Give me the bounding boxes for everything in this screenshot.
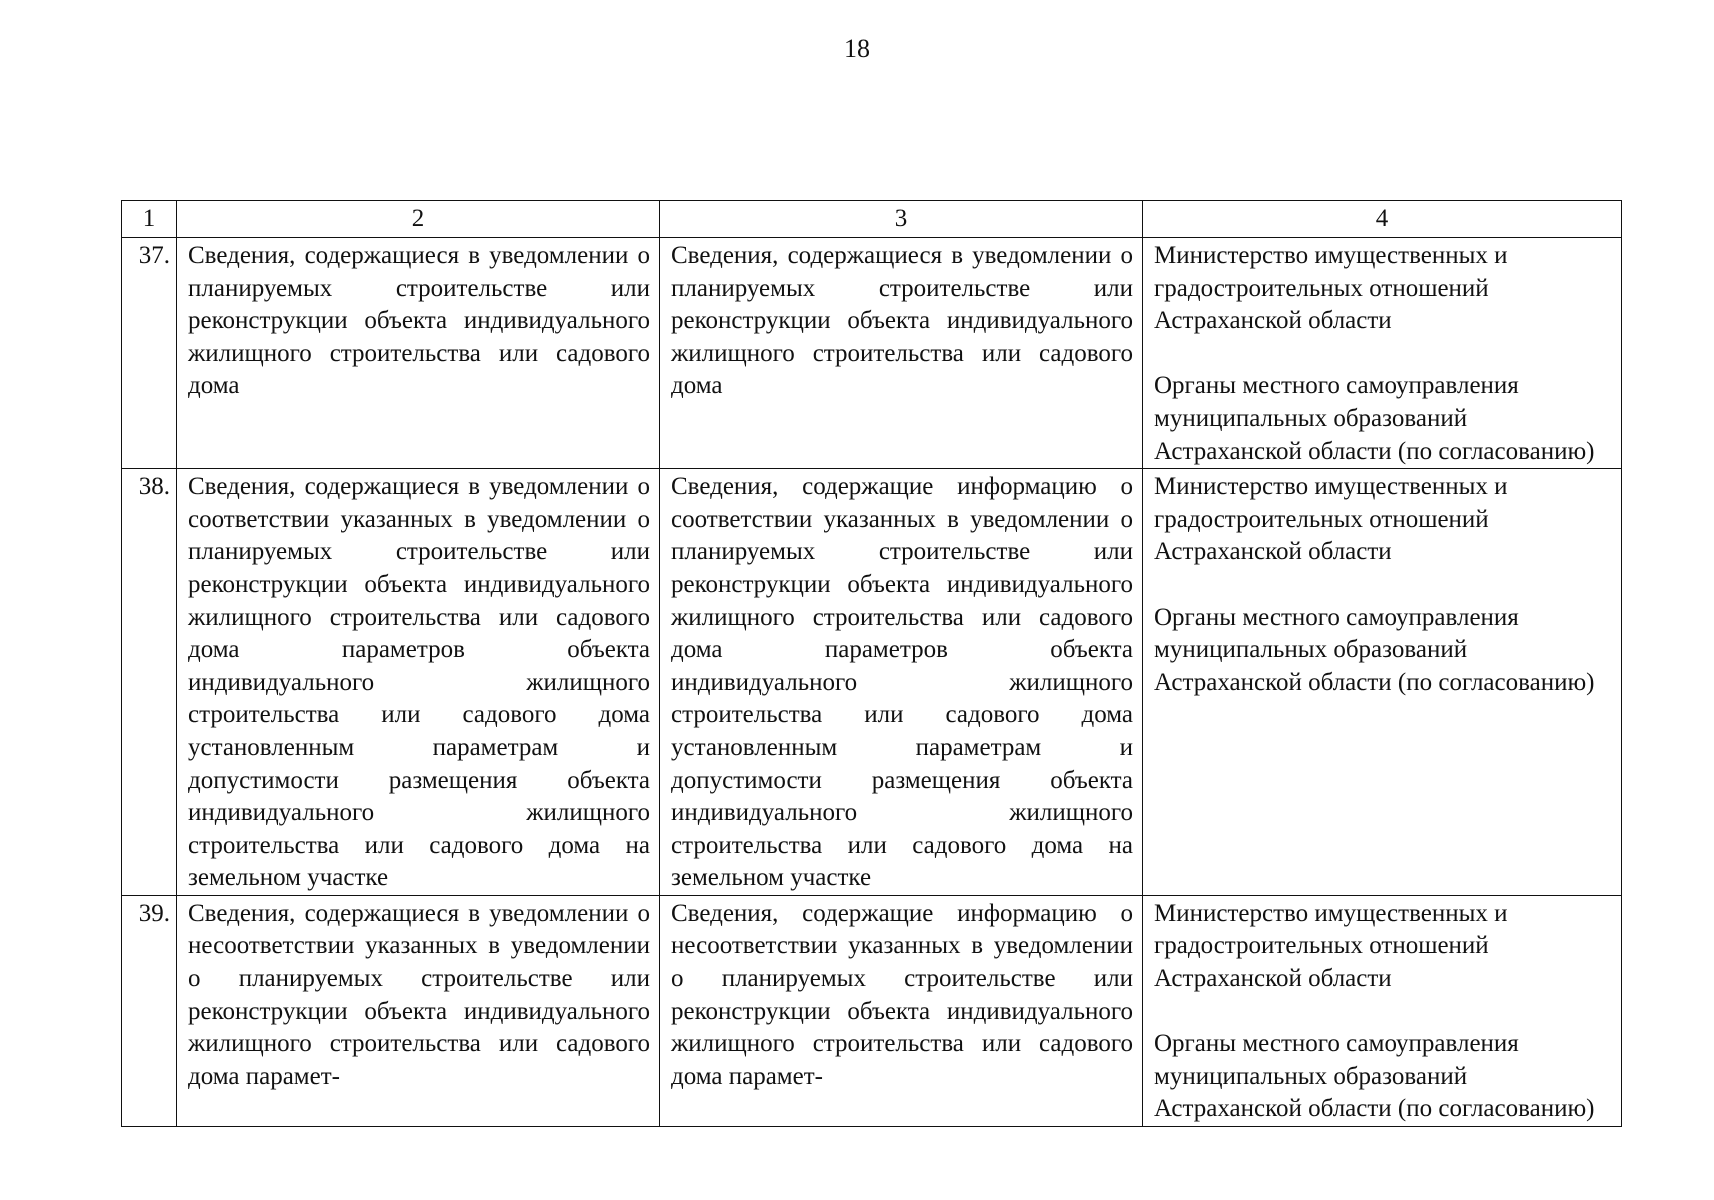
- info-description: Сведения, содержащиеся в уведомлении о несоответствии указанных в уведомлении о планируемых строительстве или реконструкции объекта индивидуального жилищного строительства или садового дома парамет-: [177, 895, 660, 1126]
- paragraph-gap: [1154, 338, 1613, 371]
- responsible-bodies: [1143, 895, 1622, 1126]
- table-row: [122, 895, 1622, 1126]
- row-number: 39.: [122, 895, 177, 1126]
- ministry-name: Министерство имущественных и градостроительных отношений Астраханской области: [1154, 473, 1508, 566]
- table-header-row: [122, 201, 1622, 238]
- ministry-name: Министерство имущественных и градостроительных отношений Астраханской области: [1154, 899, 1508, 993]
- info-content: Сведения, содержащие информацию о соответствии указанных в уведомлении о планируемых строительстве или реконструкции объекта индивидуального жилищного строительства или садового дома параметров объекта индивидуального жилищного строительства или садового дома установленным параметрам и допустимости размещения объекта индивидуального жилищного строительства или садового дома на земельном участке: [660, 469, 1143, 896]
- page-number: 18: [844, 34, 870, 63]
- row-number: 37.: [122, 238, 177, 469]
- row-number: 38.: [122, 469, 177, 896]
- table-row: [122, 238, 1622, 469]
- local-authorities: Органы местного самоуправления муниципальных образований Астраханской области (по согласованию): [1154, 1030, 1595, 1123]
- responsible-bodies: [1143, 238, 1622, 469]
- ministry-name: Министерство имущественных и градостроительных отношений Астраханской области: [1154, 242, 1508, 335]
- paragraph-gap: [1154, 569, 1613, 602]
- paragraph-gap: [1154, 996, 1613, 1029]
- info-content: Сведения, содержащиеся в уведомлении о планируемых строительстве или реконструкции объекта индивидуального жилищного строительства или садового дома: [660, 238, 1143, 469]
- local-authorities: Органы местного самоуправления муниципальных образований Астраханской области (по согласованию): [1154, 372, 1595, 465]
- column-header-2: 2: [177, 201, 660, 238]
- responsible-bodies: [1143, 469, 1622, 896]
- column-header-4: 4: [1143, 201, 1622, 238]
- info-content: Сведения, содержащие информацию о несоответствии указанных в уведомлении о планируемых строительстве или реконструкции объекта индивидуального жилищного строительства или садового дома парамет-: [660, 895, 1143, 1126]
- column-header-3: 3: [660, 201, 1143, 238]
- column-header-1: 1: [122, 201, 177, 238]
- local-authorities: Органы местного самоуправления муниципальных образований Астраханской области (по согласованию): [1154, 603, 1595, 696]
- info-description: Сведения, содержащиеся в уведомлении о соответствии указанных в уведомлении о планируемых строительстве или реконструкции объекта индивидуального жилищного строительства или садового дома параметров объекта индивидуального жилищного строительства или садового дома установленным параметрам и допустимости размещения объекта индивидуального жилищного строительства или садового дома на земельном участке: [177, 469, 660, 896]
- table-row: [122, 469, 1622, 896]
- data-table: [121, 200, 1622, 1127]
- info-description: Сведения, содержащиеся в уведомлении о планируемых строительстве или реконструкции объекта индивидуального жилищного строительства или садового дома: [177, 238, 660, 469]
